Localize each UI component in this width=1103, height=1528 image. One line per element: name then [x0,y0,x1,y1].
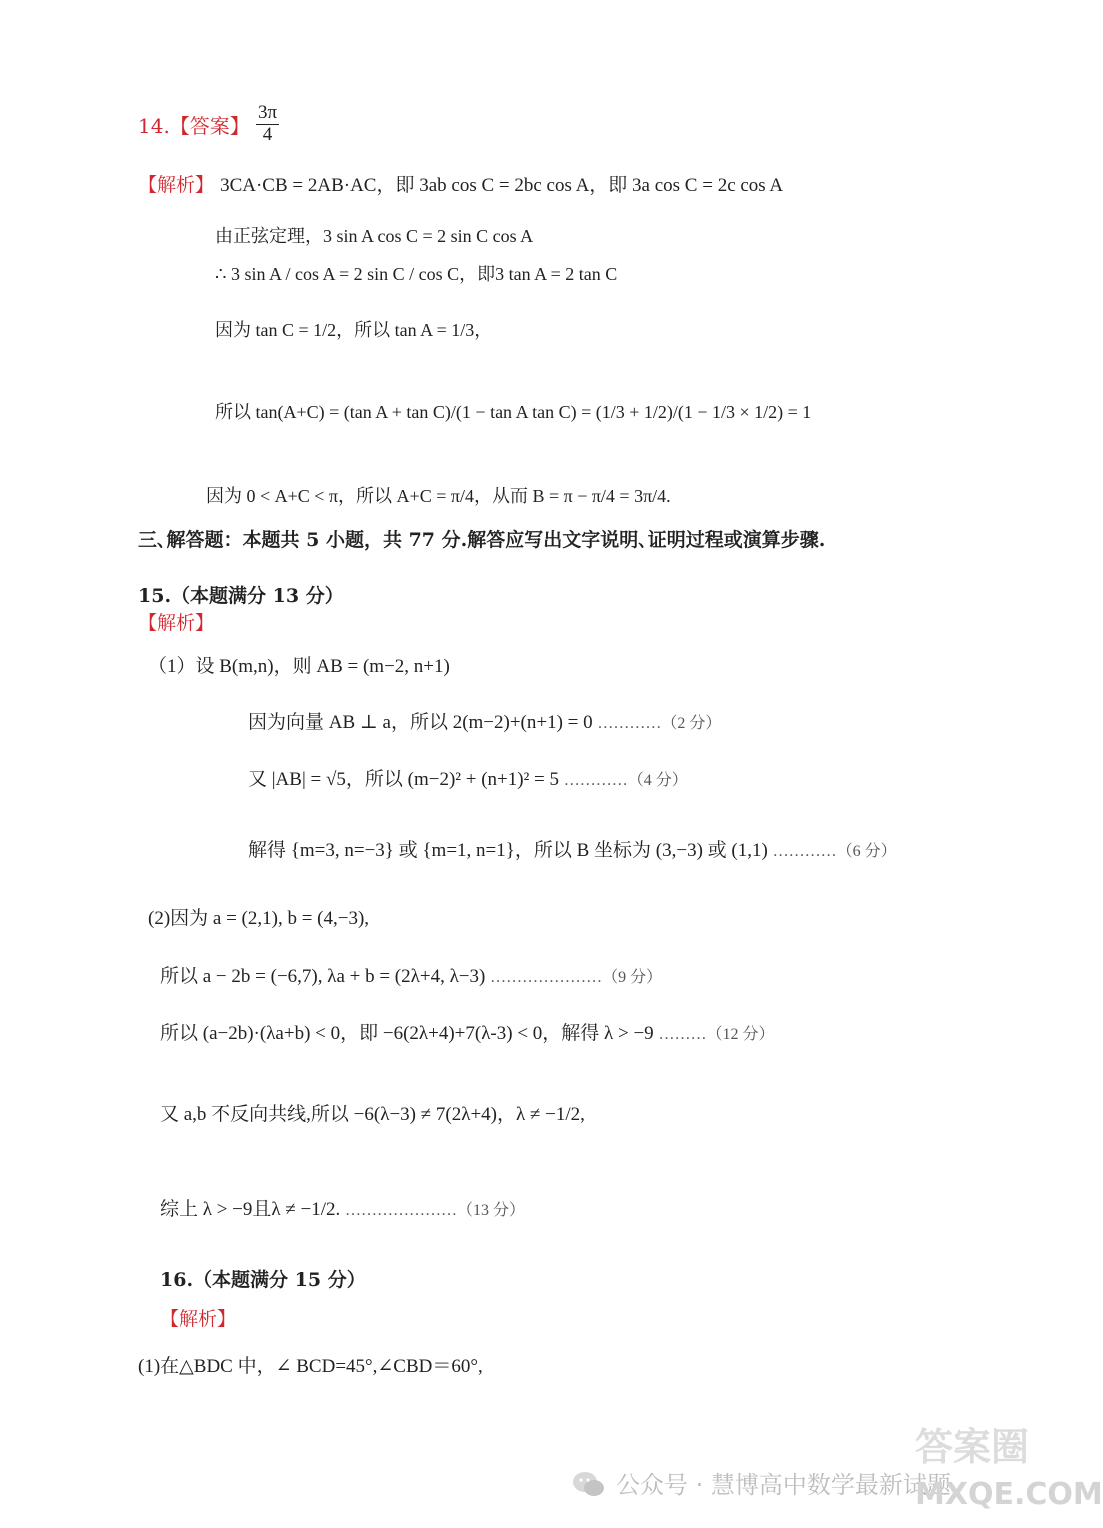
q15-part2-line3 [160,1024,774,1043]
q15-p6-text: 所以 a − 2b = (−6,7), λa + b = (2λ+4, λ−3) [160,966,486,987]
section3-heading: 三､解答题：本题共 5 小题，共 77 分.解答应写出文字说明､证明过程或演算步骤. [138,529,826,551]
q15-part1-line4 [248,841,897,860]
q14-line4: 因为 tan C = 1/2，所以 tan A = 1/3， [215,320,493,340]
q14-answer-num: 3π [258,102,278,123]
q15-part2-line1: (2)因为 a = (2,1), b = (4,−3), [148,908,370,929]
q15-p7-text: 所以 (a−2b)·(λa+b) < 0，即 −6(2λ+4)+7(λ-3) < 0，解得 λ > −9 [160,1023,654,1044]
q15-part1-line3 [248,770,688,789]
q15-part2-line5 [160,1200,525,1219]
q15-part1-line2 [248,713,721,732]
q14-line3: ∴ 3 sin A / cos A = 2 sin C / cos C，即3 tan A = 2 tan C [215,264,618,284]
q14-label: 14.【答案】 [138,114,250,138]
q15-title: 15.（本题满分 13 分） [138,585,344,607]
q14-analysis-tag: 【解析】 [138,174,215,196]
q14-line1-text: 3CA·CB = 2AB·AC，即 3ab cos C = 2bc cos A，即 3a cos C = 2c cos A [220,175,784,196]
q14-analysis-line1 [138,176,783,195]
q14-line5: 所以 tan(A+C) = (tan A + tan C)/(1 − tan A tan C) = (1/3 + 1/2)/(1 − 1/3 × 1/2) = 1 [215,402,812,422]
q15-p4-points: …………（6 分） [772,843,897,860]
watermark-logo: 答案圈 [915,1425,1030,1469]
watermark-text: 公众号 · 慧博高中数学最新试题 [616,1471,951,1499]
wechat-icon [572,1470,606,1504]
q15-p9-points: …………………（13 分） [345,1202,526,1219]
q14-answer-den: 4 [262,123,273,145]
q15-p6-points: …………………（9 分） [490,969,663,986]
q14-line6: 因为 0 < A+C < π，所以 A+C = π/4，从而 B = π − π/4 = 3π/4. [206,486,671,506]
q15-p3-points: …………（4 分） [563,772,688,789]
q16-analysis-tag: 【解析】 [160,1308,237,1330]
q15-p9-text: 综上 λ > −9且λ ≠ −1/2. [160,1199,341,1220]
q14-answer-fraction [254,103,281,146]
q15-analysis-tag: 【解析】 [138,612,215,634]
q16-title: 16.（本题满分 15 分） [160,1269,366,1291]
q15-p3-text: 又 |AB| = √5，所以 (m−2)² + (n+1)² = 5 [248,769,559,790]
q15-part2-line4: 又 a,b 不反向共线,所以 −6(λ−3) ≠ 7(2λ+4)，λ ≠ −1/2, [160,1104,585,1125]
q15-part1-line1: （1）设 B(m,n)，则 AB = (m−2, n+1) [148,656,450,677]
q15-p4-text: 解得 {m=3, n=−3} 或 {m=1, n=1}，所以 B 坐标为 (3,−3) 或 (1,1) [248,840,768,861]
watermark-site: MXQE.COM [915,1477,1103,1512]
q16-part1-line1: (1)在△BDC 中，∠ BCD=45°,∠CBD＝60°, [138,1356,483,1377]
q15-p2-text: 因为向量 AB ⊥ a，所以 2(m−2)+(n+1) = 0 [248,712,593,733]
q15-p2-points: …………（2 分） [597,715,722,732]
q15-p7-points: ………（12 分） [658,1026,775,1043]
q15-part2-line2 [160,967,662,986]
q14-line2: 由正弦定理，3 sin A cos C = 2 sin C cos A [215,226,534,246]
